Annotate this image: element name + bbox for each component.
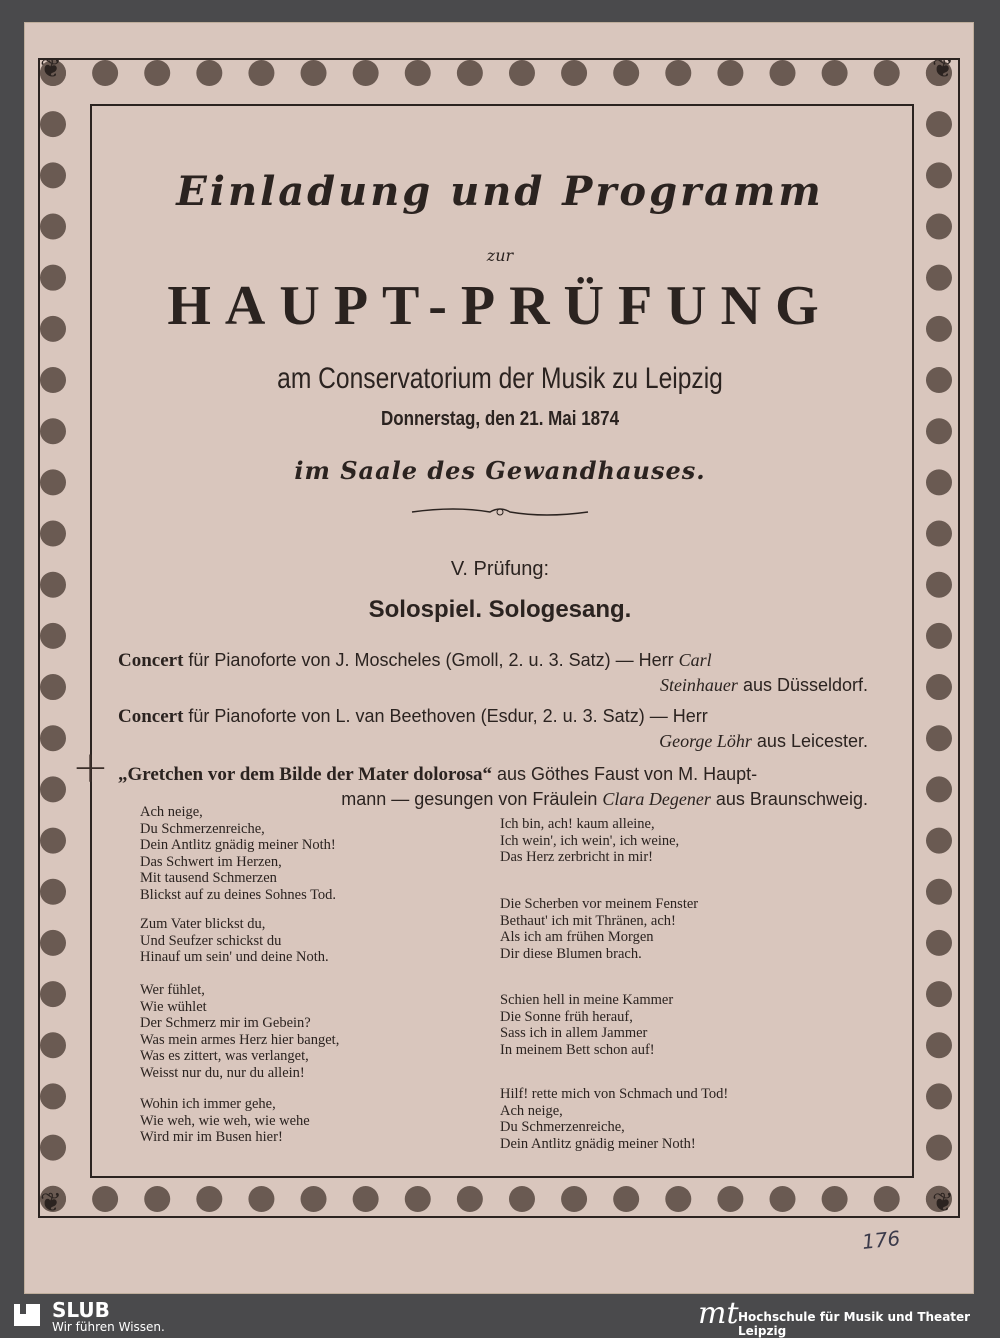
performer-name: Clara Degener <box>602 789 711 809</box>
item-text: aus Düsseldorf. <box>737 675 868 695</box>
corner-ornament-icon: ❦ <box>40 54 62 84</box>
event-date: Donnerstag, den 21. Mai 1874 <box>380 408 620 430</box>
hmt-logo-icon: mt <box>698 1296 739 1331</box>
hmt-name: Hochschule für Musik und Theater Leipzig <box>738 1310 971 1338</box>
corner-ornament-icon: ❦ <box>932 1188 954 1218</box>
item-title: „Gretchen vor dem Bilde der Mater dolorosa“ <box>118 764 492 785</box>
performer-name: George Löhr <box>659 731 752 751</box>
program-item <box>118 648 868 697</box>
item-text: aus Braunschweig. <box>710 789 868 809</box>
institution: am Conservatorium der Musik zu Leipzig <box>277 362 723 395</box>
program-item <box>118 704 868 753</box>
performer-name: Steinhauer <box>659 675 738 695</box>
main-heading: HAUPT-PRÜFUNG <box>167 275 833 337</box>
exam-number: V. Prüfung: <box>450 558 550 580</box>
slub-name: SLUB <box>52 1298 110 1322</box>
corner-ornament-icon: ❦ <box>40 1188 62 1218</box>
venue: im Saale des Gewandhauses. <box>294 456 706 485</box>
poem-stanza: Wohin ich immer gehe, Wie weh, wie weh, wie wehe Wird mir im Busen hier! <box>140 1096 310 1145</box>
poem-stanza: Hilf! rette mich von Schmach und Tod! Ach neige, Du Schmerzenreiche, Dein Antlitz gnädig meiner Noth! <box>500 1086 729 1152</box>
slub-logo-icon <box>12 1300 42 1330</box>
item-text: aus Göthes Faust von M. Haupt- <box>491 764 758 784</box>
poem-stanza: Wer fühlet, Wie wühlet Der Schmerz mir im Gebein? Was mein armes Herz hier banget, Was es zittert, was verlanget, Weisst nur du, nur du allein! <box>140 982 340 1081</box>
performer-name: Carl <box>678 650 712 670</box>
poem-stanza: Schien hell in meine Kammer Die Sonne früh herauf, Sass ich in allem Jammer In meinem Bett schon auf! <box>500 992 674 1058</box>
item-text: für Pianoforte von L. van Beethoven (Esdur, 2. u. 3. Satz) — Herr <box>183 706 708 726</box>
divider-ornament-icon <box>92 504 908 524</box>
poem-stanza: Ach neige, Du Schmerzenreiche, Dein Antlitz gnädig meiner Noth! Das Schwert im Herzen, Mit tausend Schmerzen Blickst auf zu deines Sohnes Tod. <box>140 804 337 903</box>
slub-tagline: Wir führen Wissen. <box>52 1320 165 1334</box>
exam-subtitle: Solospiel. Sologesang. <box>368 596 632 623</box>
page-title: Einladung und Programm <box>176 168 824 215</box>
item-text: aus Leicester. <box>751 731 868 751</box>
handwritten-cross: + <box>72 742 109 793</box>
item-text: mann — gesungen von Fräulein <box>341 789 603 809</box>
item-title: Concert <box>118 706 184 727</box>
page-number: 176 <box>860 1226 902 1254</box>
page-content <box>72 106 908 1172</box>
corner-ornament-icon: ❦ <box>932 54 954 84</box>
footer-bar <box>0 1294 1000 1338</box>
poem-stanza: Zum Vater blickst du, Und Seufzer schickst du Hinauf um sein' und deine Noth. <box>140 916 329 965</box>
item-title: Concert <box>118 650 184 671</box>
poem-stanza: Die Scherben vor meinem Fenster Bethaut' ich mit Thränen, ach! Als ich am frühen Morgen Dir diese Blumen brach. <box>500 896 699 962</box>
poem-stanza: Ich bin, ach! kaum alleine, Ich wein', ich wein', ich weine, Das Herz zerbricht in mir! <box>500 816 680 865</box>
item-text: für Pianoforte von J. Moscheles (Gmoll, 2. u. 3. Satz) — Herr <box>183 650 679 670</box>
title-connector: zur <box>486 246 514 265</box>
